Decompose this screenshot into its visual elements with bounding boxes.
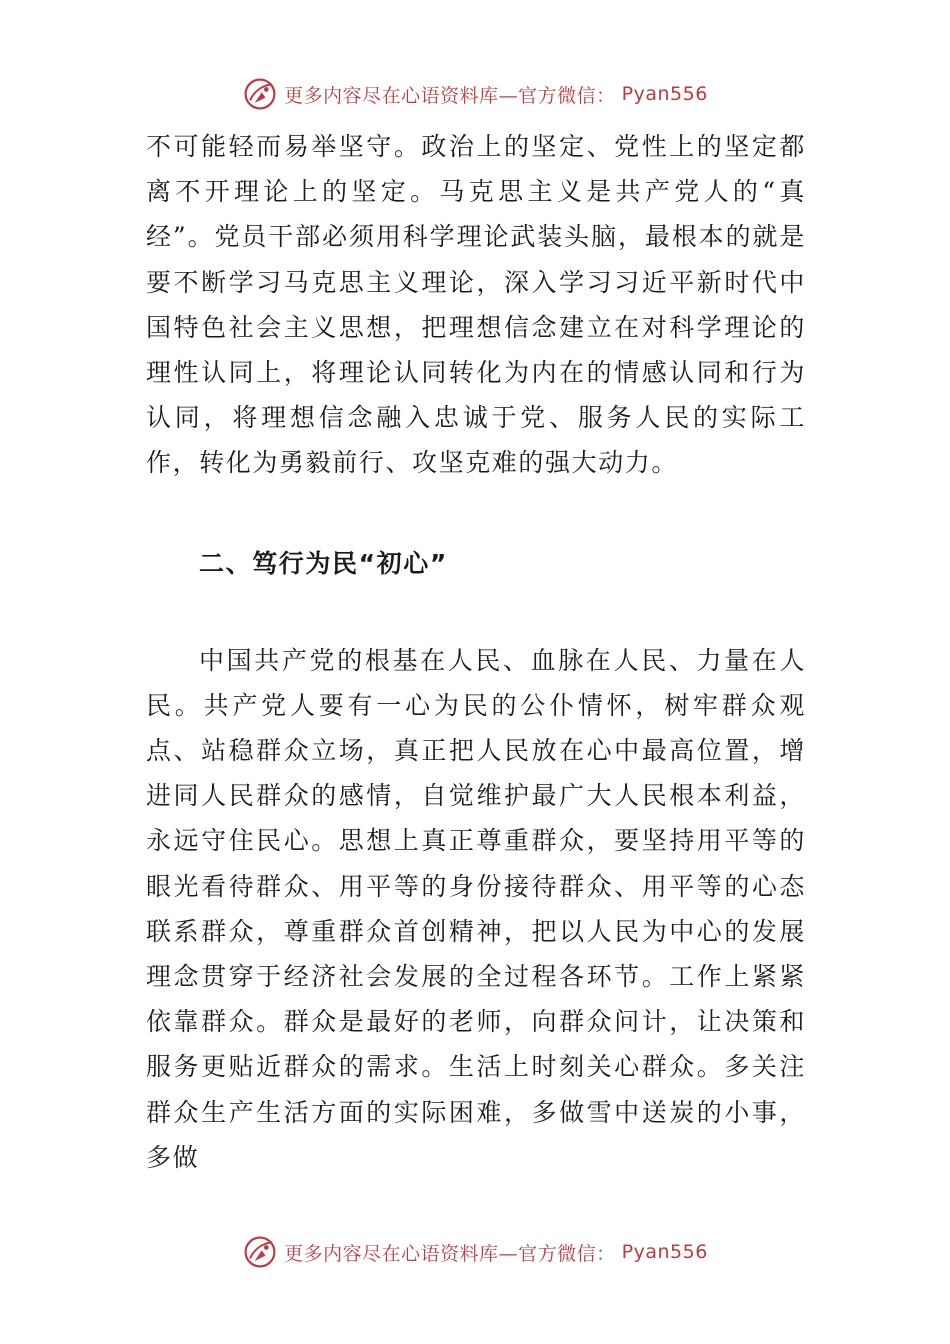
paragraph-continued: 不可能轻而易举坚守。政治上的坚定、党性上的坚定都离不开理论上的坚定。马克思主义是共产党人的“真经”。党员干部必须用科学理论武装头脑，最根本的就是要不断学习马克思主义理论，深入学习习近平新时代中国特色社会主义思想，把理想信念建立在对科学理论的理性认同上，将理论认同转化为内在的情感认同和行为认同，将理想信念融入忠诚于党、服务人民的实际工作，转化为勇毅前行、攻坚克难的强大动力。 xyxy=(146,132,806,478)
watermark-wechat-id: Pyan556 xyxy=(621,83,708,105)
spacer xyxy=(146,586,806,638)
spacer xyxy=(146,486,806,541)
watermark-text: 更多内容尽在心语资料库—官方微信： xyxy=(284,84,616,107)
section-heading: 二、笃行为民“初心” xyxy=(199,548,448,578)
seal-logo-icon xyxy=(242,76,278,112)
watermark-text: 更多内容尽在心语资料库—官方微信： xyxy=(284,1242,616,1265)
header-watermark xyxy=(0,72,950,116)
footer-watermark xyxy=(0,1230,950,1274)
paragraph-section-2: 中国共产党的根基在人民、血脉在人民、力量在人民。共产党人要有一心为民的公仆情怀，树牢群众观点、站稳群众立场，真正把人民放在心中最高位置，增进同人民群众的感情，自觉维护最广大人民根本利益，永远守住民心。思想上真正尊重群众，要坚持用平等的眼光看待群众、用平等的身份接待群众、用平等的心态联系群众，尊重群众首创精神，把以人民为中心的发展理念贯穿于经济社会发展的全过程各环节。工作上紧紧依靠群众。群众是最好的老师，向群众问计，让决策和服务更贴近群众的需求。生活上时刻关心群众。多关注群众生产生活方面的实际困难，多做雪中送炭的小事，多做 xyxy=(146,645,806,1172)
seal-logo-icon xyxy=(242,1234,278,1270)
document-body xyxy=(146,124,806,1180)
watermark-wechat-id: Pyan556 xyxy=(621,1241,708,1263)
